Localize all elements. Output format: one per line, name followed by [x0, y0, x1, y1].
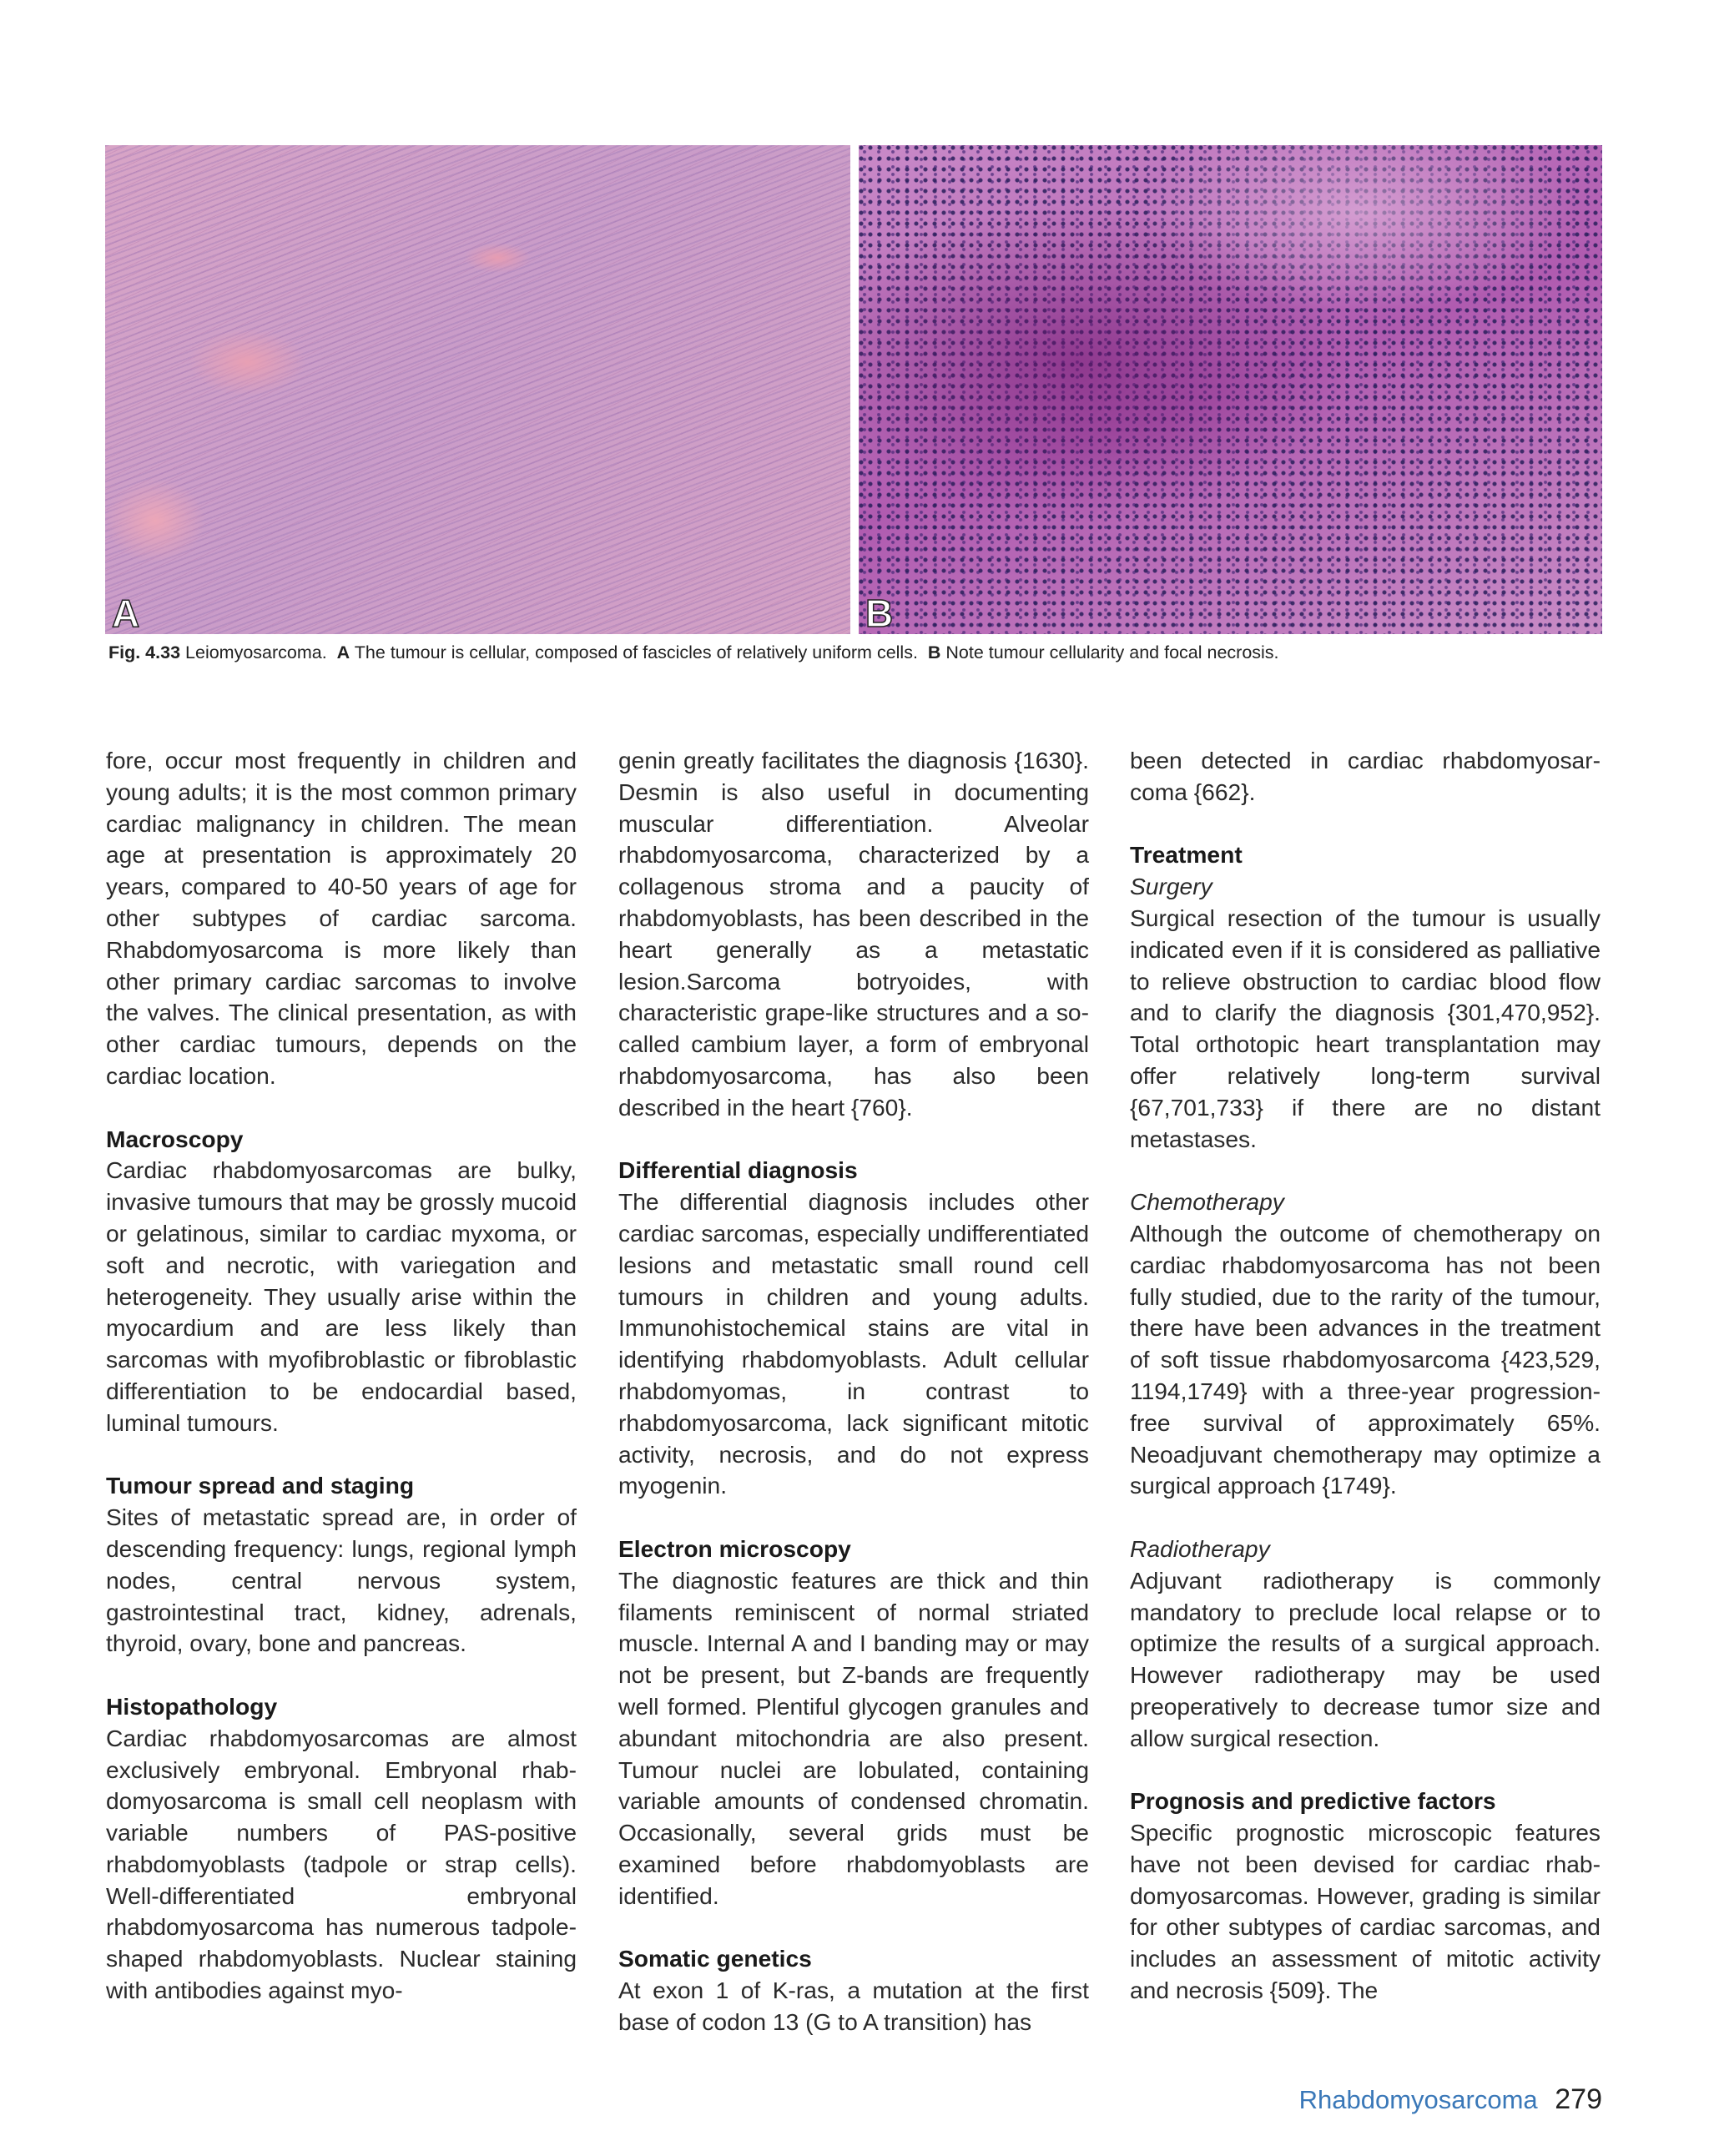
caption-b-text: Note tumour cellularity and focal necrosis. [945, 642, 1279, 662]
heading-electron-microscopy: Electron microscopy [618, 1534, 851, 1562]
caption-title: Leiomyosarcoma. [185, 642, 327, 662]
subheading-chemotherapy: Chemotherapy [1130, 1188, 1284, 1216]
micrograph-panel-b [859, 145, 1602, 634]
histopathology-text: Cardiac rhabdomyosarcomas are almost exclusively embryonal. Embryonal rhabdomyosarcoma is small cell neoplasm with variable numbers of PAS-positive rhabdomyoblasts (tadpole or strap cells). Well-differentiated embryonal rhabdomyosarcoma has numerous tadpole-shaped rhabdomyoblasts. Nuclear staining with antibodies against myo- [106, 1724, 577, 2004]
macroscopy-text: Cardiac rhabdomyosarcomas are bulky, invasive tumours that may be grossly mucoid or gelatinous, similar to cardiac myxoma, or soft and necrotic, with variegation and heterogeneity. They usually arise within the myocardium and are less likely than sarcomas with myofibroblastic or fibroblastic differentiation to be endocardial based, luminal tumours. [106, 1156, 577, 1436]
caption-a-label: A [336, 642, 350, 662]
micrograph-panel-a [105, 145, 850, 634]
radiotherapy-text: Adjuvant radiotherapy is commonly mandatory to preclude local relapse or to optimize the results of a surgical approach. However radiotherapy may be used preoperatively to decrease tumor size and allow surgical resection. [1130, 1566, 1601, 1751]
text-column-1 [106, 745, 577, 2007]
heading-treatment: Treatment [1130, 841, 1243, 869]
page-footer [1299, 2083, 1602, 2116]
figure-4-33 [105, 145, 1602, 634]
surgery-text: Surgical resection of the tumour is usually indicated even if it is considered as palliative to relieve obstruction to cardiac blood flow and to clarify the diagnosis {301,470,952}. Total orthotopic heart transplantation may offer relatively long-term survival {67,701,733} if there are no distant metastases. [1130, 904, 1601, 1152]
col2-intro: genin greatly facilitates the diagnosis {1630}. Desmin is also useful in documenting muscular differentiation. Alveolar rhabdomyosarcoma, characterized by a collagenous stroma and a paucity of rhabdomyoblasts, has been described in the heart generally as a metastatic lesion.Sarcoma botryoides, with characteristic grape-like structures and a so-called cambium layer, a form of embryonal rhabdomyosarcoma, has also been described in the heart {760}. [618, 747, 1089, 1121]
caption-b-label: B [927, 642, 941, 662]
col3-intro: been detected in cardiac rhabdomyosarcoma {662}. [1130, 747, 1601, 805]
text-column-2 [618, 745, 1089, 2038]
somatic-genetics-text: At exon 1 of K-ras, a mutation at the first base of codon 13 (G to A transition) has [618, 1977, 1089, 2035]
prognosis-text: Specific prognostic microscopic features have not been devised for cardiac rhabdomyosarcomas. However, grading is similar for other subtypes of cardiac sarcomas, and includes an assessment of mitotic activity and necrosis {509}. The [1130, 1819, 1601, 2004]
heading-macroscopy: Macroscopy [106, 1125, 244, 1152]
figure-caption [108, 642, 1611, 663]
subheading-radiotherapy: Radiotherapy [1130, 1534, 1270, 1562]
heading-tumour-spread: Tumour spread and staging [106, 1472, 415, 1499]
panel-a-label: A [112, 592, 140, 634]
caption-a-text: The tumour is cellular, composed of fascicles of relatively uniform cells. [354, 642, 918, 662]
panel-b-label: B [865, 592, 894, 634]
heading-somatic-genetics: Somatic genetics [618, 1945, 812, 1972]
tumour-spread-text: Sites of metastatic spread are, in order of descending frequency: lungs, regional lymph nodes, central nervous system, gastrointestinal tract, kidney, adrenals, thyroid, ovary, bone and pancreas. [106, 1504, 577, 1657]
text-column-3 [1130, 745, 1601, 2007]
differential-diagnosis-text: The differential diagnosis includes other cardiac sarcomas, especially undifferentiated lesions and metastatic small round cell tumours in children and young adults. Immunohistochemical stains are vital in identifying rhabdomyoblasts. Adult cellular rhabdomyomas, in contrast to rhabdomyosarcoma, lack significant mitotic activity, necrosis, and do not express myogenin. [618, 1188, 1089, 1499]
heading-differential-diagnosis: Differential diagnosis [618, 1156, 858, 1184]
col1-intro: fore, occur most frequently in children and young adults; it is the most common primary cardiac malignancy in children. The mean age at presentation is approximately 20 years, compared to 40-50 years of age for other subtypes of cardiac sarcoma. Rhabdomyosarcoma is more likely than other primary cardiac sarcomas to involve the valves. The clinical presentation, as with other cardiac tumours, depends on the cardiac location. [106, 747, 577, 1089]
electron-microscopy-text: The diagnostic features are thick and thin filaments reminiscent of normal striated muscle. Internal A and I banding may or may not be present, but Z-bands are frequently well formed. Plentiful glycogen granules and abundant mitochondria are also present. Tumour nuclei are lobulated, containing variable amounts of condensed chromatin. Occasionally, several grids must be examined before rhabdomyoblasts are identified. [618, 1566, 1089, 1909]
heading-histopathology: Histopathology [106, 1692, 278, 1720]
page-number: 279 [1555, 2083, 1602, 2115]
chemotherapy-text: Although the outcome of chemotherapy on cardiac rhabdomyosarcoma has not been fully studied, due to the rarity of the tumour, there have been advances in the treatment of soft tissue rhabdomyosarcoma {423,529, 1194,1749} with a three-year progression-free survival of approximately 65%. Neoadjuvant chemotherapy may optimize a surgical approach {1749}. [1130, 1219, 1601, 1499]
subheading-surgery: Surgery [1130, 873, 1212, 900]
running-section-title: Rhabdomyosarcoma [1298, 2085, 1538, 2114]
heading-prognosis: Prognosis and predictive factors [1130, 1787, 1496, 1815]
caption-fig-number: Fig. 4.33 [108, 642, 181, 662]
